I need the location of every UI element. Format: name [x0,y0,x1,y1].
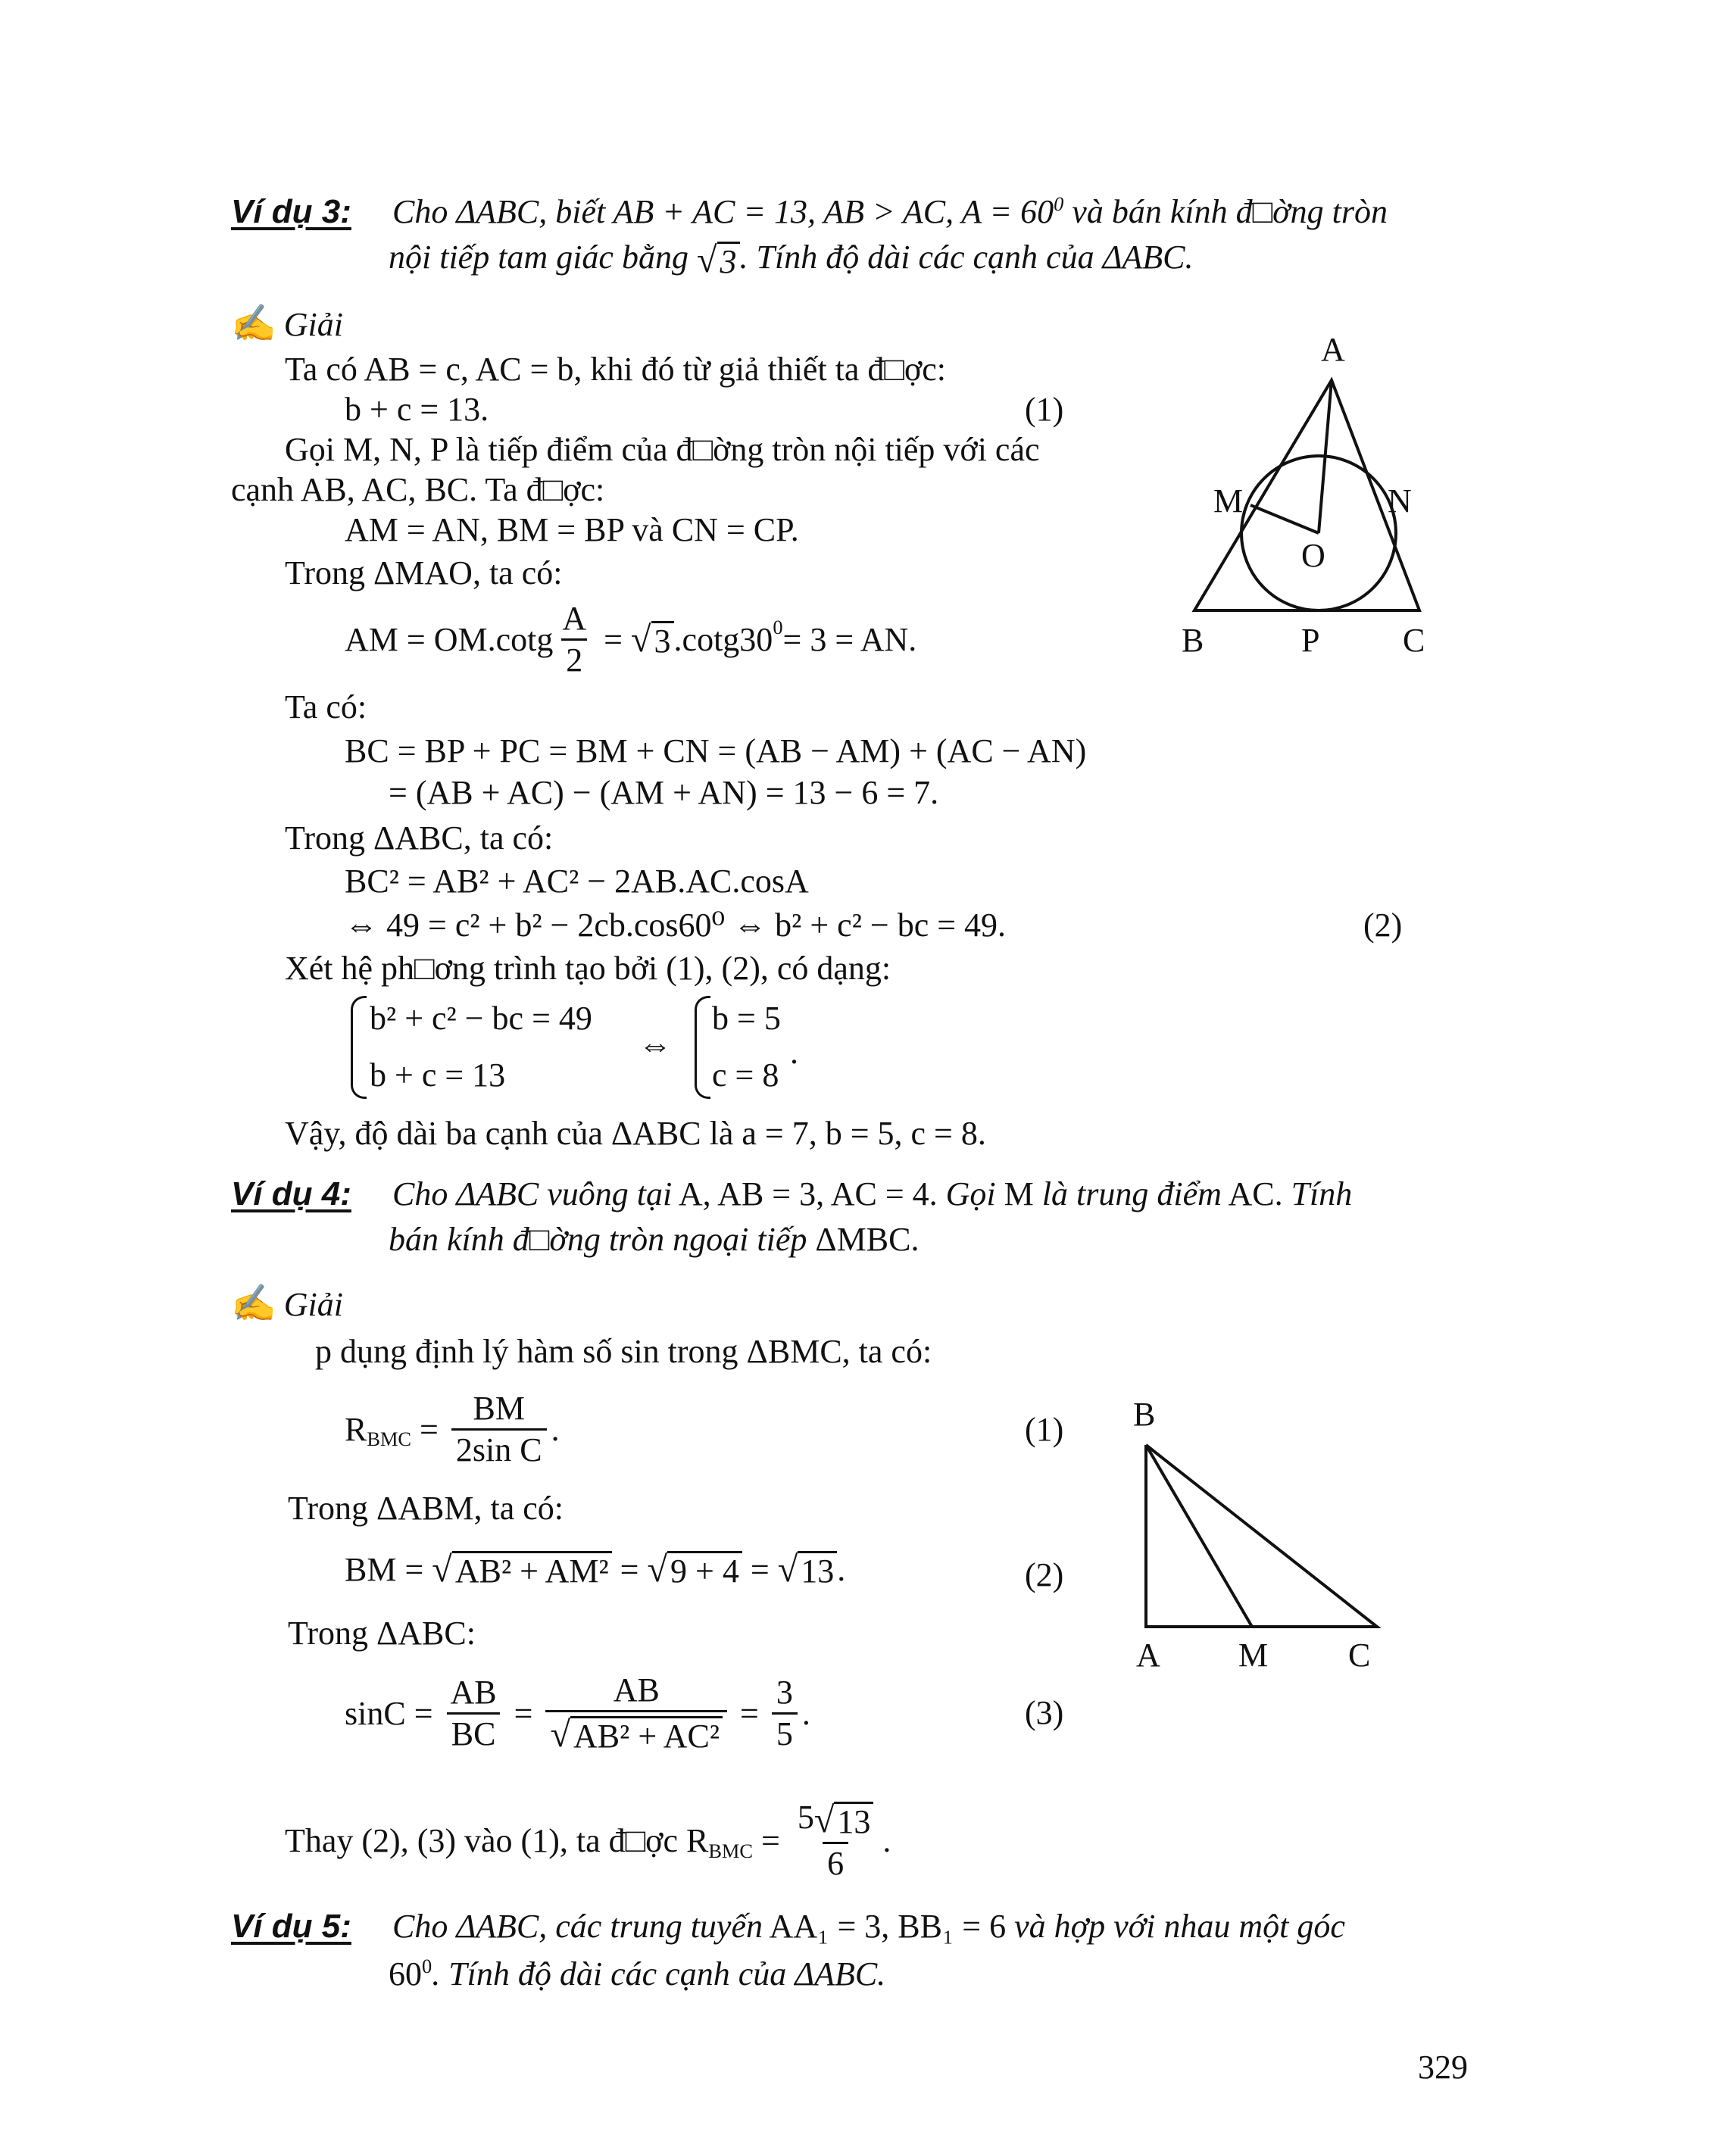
example-3-label: Ví dụ 3: [231,193,351,230]
example-4-question-line-2: bán kính đ□ờng tròn ngoại tiếp ΔMBC. [389,1221,920,1258]
segment-om [1250,505,1319,533]
fraction-3-over-5: $\frac{3}{5}$ [772,1676,798,1751]
system-eq-2: b + c = 13 [370,1056,506,1094]
label-m: M [1238,1637,1269,1674]
sqrt-ab2-am2: √ AB² + AM² [432,1551,611,1588]
example-5-question-line-1: Cho ΔABC, các trung tuyến AA₁ = 3, BB₁ = 6 và hợp với nhau một góc [392,1908,1345,1945]
segment-bm [1146,1445,1252,1627]
ex3-tag-1: (1) [1025,391,1064,428]
ex4-conclusion: Thay (2), (3) vào (1), ta đ□ợc R $_{BMC}$ = 5 √ 13 6 . [285,1799,891,1883]
equals-sign: = [505,1694,542,1732]
label-b: B [1182,622,1204,659]
ex3-am-formula: AM = OM.cotg $\frac{A}{2}$ = √ 3 .cotg30 $^0$ = 3 = AN. [345,600,917,679]
example-3-question-line-2: nội tiếp tam giác bằng √ 3 . Tính độ dài các cạnh của ΔABC. [389,239,1194,281]
label-n: N [1388,482,1412,520]
label-m: M [1213,482,1244,520]
incircle-triangle-figure [1166,333,1454,666]
equals-sign: = [732,1694,767,1732]
triangle-abc [1146,1445,1377,1627]
ex4-line-1: p dụng định lý hàm số sin trong ΔBMC, ta có: [315,1333,932,1370]
solution-b: b = 5 [712,1000,781,1037]
system-brace-right [695,996,710,1099]
example-3-question-line-1: Cho ΔABC, biết AB + AC = 13, AB > AC, $A = 60^0$ và bán kính đ□ờng tròn [392,192,1388,230]
ex3-line-2: b + c = 13. [345,391,489,428]
ex4-line-3: Trong ΔABC: [288,1615,476,1652]
solution-c: c = 8 [712,1056,779,1094]
ex3-line-13: ⇔ 49 = c² + b² − 2cb.cos60⁰ ⇔ b² + c² − bc = 49. [345,907,1007,944]
ex3-line-1: Ta có AB = c, AC = b, khi đó từ giả thiết ta đ□ợc: [285,351,947,388]
fraction-bm-over-2sinc: $\frac{BM}{\text{2sin C}}$ [451,1392,547,1467]
example-4-question-line-1: Cho ΔABC vuông tại A, AB = 3, AC = 4. Gọi M là trung điểm AC. Tính [392,1175,1353,1212]
ex3-line-10: = (AB + AC) − (AM + AN) = 13 − 6 = 7. [389,774,939,811]
ex4-line-2: Trong ΔABM, ta có: [288,1490,564,1527]
ex4-sinc-formula: sinC = $\frac{AB}{BC}$ = AB √ AB² + AC² = $\frac{3}{5}$ . [345,1671,810,1755]
system-brace-left [351,996,367,1099]
sqrt-9-plus-4: √ 9 + 4 [647,1551,742,1588]
ex3-line-6: Trong ΔMAO, ta có: [285,554,563,591]
pen-icon: ✍ [231,1284,276,1324]
ex3-line-3: Gọi M, N, P là tiếp điểm của đ□ờng tròn nội tiếp với các [285,431,1040,468]
system-eq-1: b² + c² − bc = 49 [370,1000,592,1037]
fraction-ab-over-bc: $\frac{AB}{BC}$ [446,1676,501,1751]
right-triangle-figure [1121,1393,1409,1674]
ex3-line-14: Xét hệ ph□ơng trình tạo bởi (1), (2), có dạng: [285,950,891,987]
example-5-label: Ví dụ 5: [231,1908,351,1945]
page-number: 329 [1418,2049,1468,2086]
ex3-line-5: AM = AN, BM = BP và CN = CP. [345,511,799,548]
equals-sign: = [742,1550,778,1588]
solution-heading-3: ✍ Giải [231,304,343,344]
ex3-line-9: BC = BP + PC = BM + CN = (AB − AM) + (AC − AN) [345,732,1087,769]
equivalence-arrow: ⇔ [639,1026,672,1063]
ex4-tag-3: (3) [1025,1694,1064,1731]
label-p: P [1301,622,1320,659]
ex4-tag-2: (2) [1025,1556,1064,1593]
label-a: A [1321,333,1345,368]
sqrt-3: √ 3 [631,621,674,658]
ex4-r-formula: R $_{BMC}$ = $\frac{BM}{\text{2sin C}}$ . [345,1390,560,1468]
equals-sign: = [611,1550,648,1588]
system-period: . [790,1034,798,1071]
sqrt-13: √ 13 [778,1551,838,1588]
label-c: C [1403,622,1425,659]
label-c: C [1348,1637,1371,1674]
ex4-bm-formula: BM = √ AB² + AM² = √ 9 + 4 = √ 13 . [345,1549,846,1590]
ex4-tag-1: (1) [1025,1411,1064,1448]
ex3-line-11: Trong ΔABC, ta có: [285,819,554,857]
fraction-a-over-2: $\frac{A}{2}$ [562,600,587,679]
solution-heading-4: ✍ Giải [231,1284,343,1324]
example-5-question-line-2: $60^0$. Tính độ dài các cạnh của ΔABC. [389,1955,886,1993]
ex3-line-12: BC² = AB² + AC² − 2AB.AC.cosA [345,863,809,900]
label-o: O [1301,537,1325,574]
fraction-ab-over-sqrt: AB √ AB² + AC² [545,1674,727,1753]
ex3-conclusion: Vậy, độ dài ba cạnh của ΔABC là a = 7, b = 5, c = 8. [285,1115,986,1152]
ex3-tag-2: (2) [1363,907,1403,944]
label-b: B [1133,1396,1156,1433]
ex3-line-8: Ta có: [285,688,367,726]
fraction-5sqrt13-over-6: 5 √ 13 6 [793,1801,879,1880]
sqrt-3: √ 3 [697,242,740,279]
pen-icon: ✍ [231,304,276,344]
label-a: A [1136,1637,1160,1674]
ex3-line-4: cạnh AB, AC, BC. Ta đ□ợc: [231,471,605,508]
example-4-label: Ví dụ 4: [231,1175,351,1212]
